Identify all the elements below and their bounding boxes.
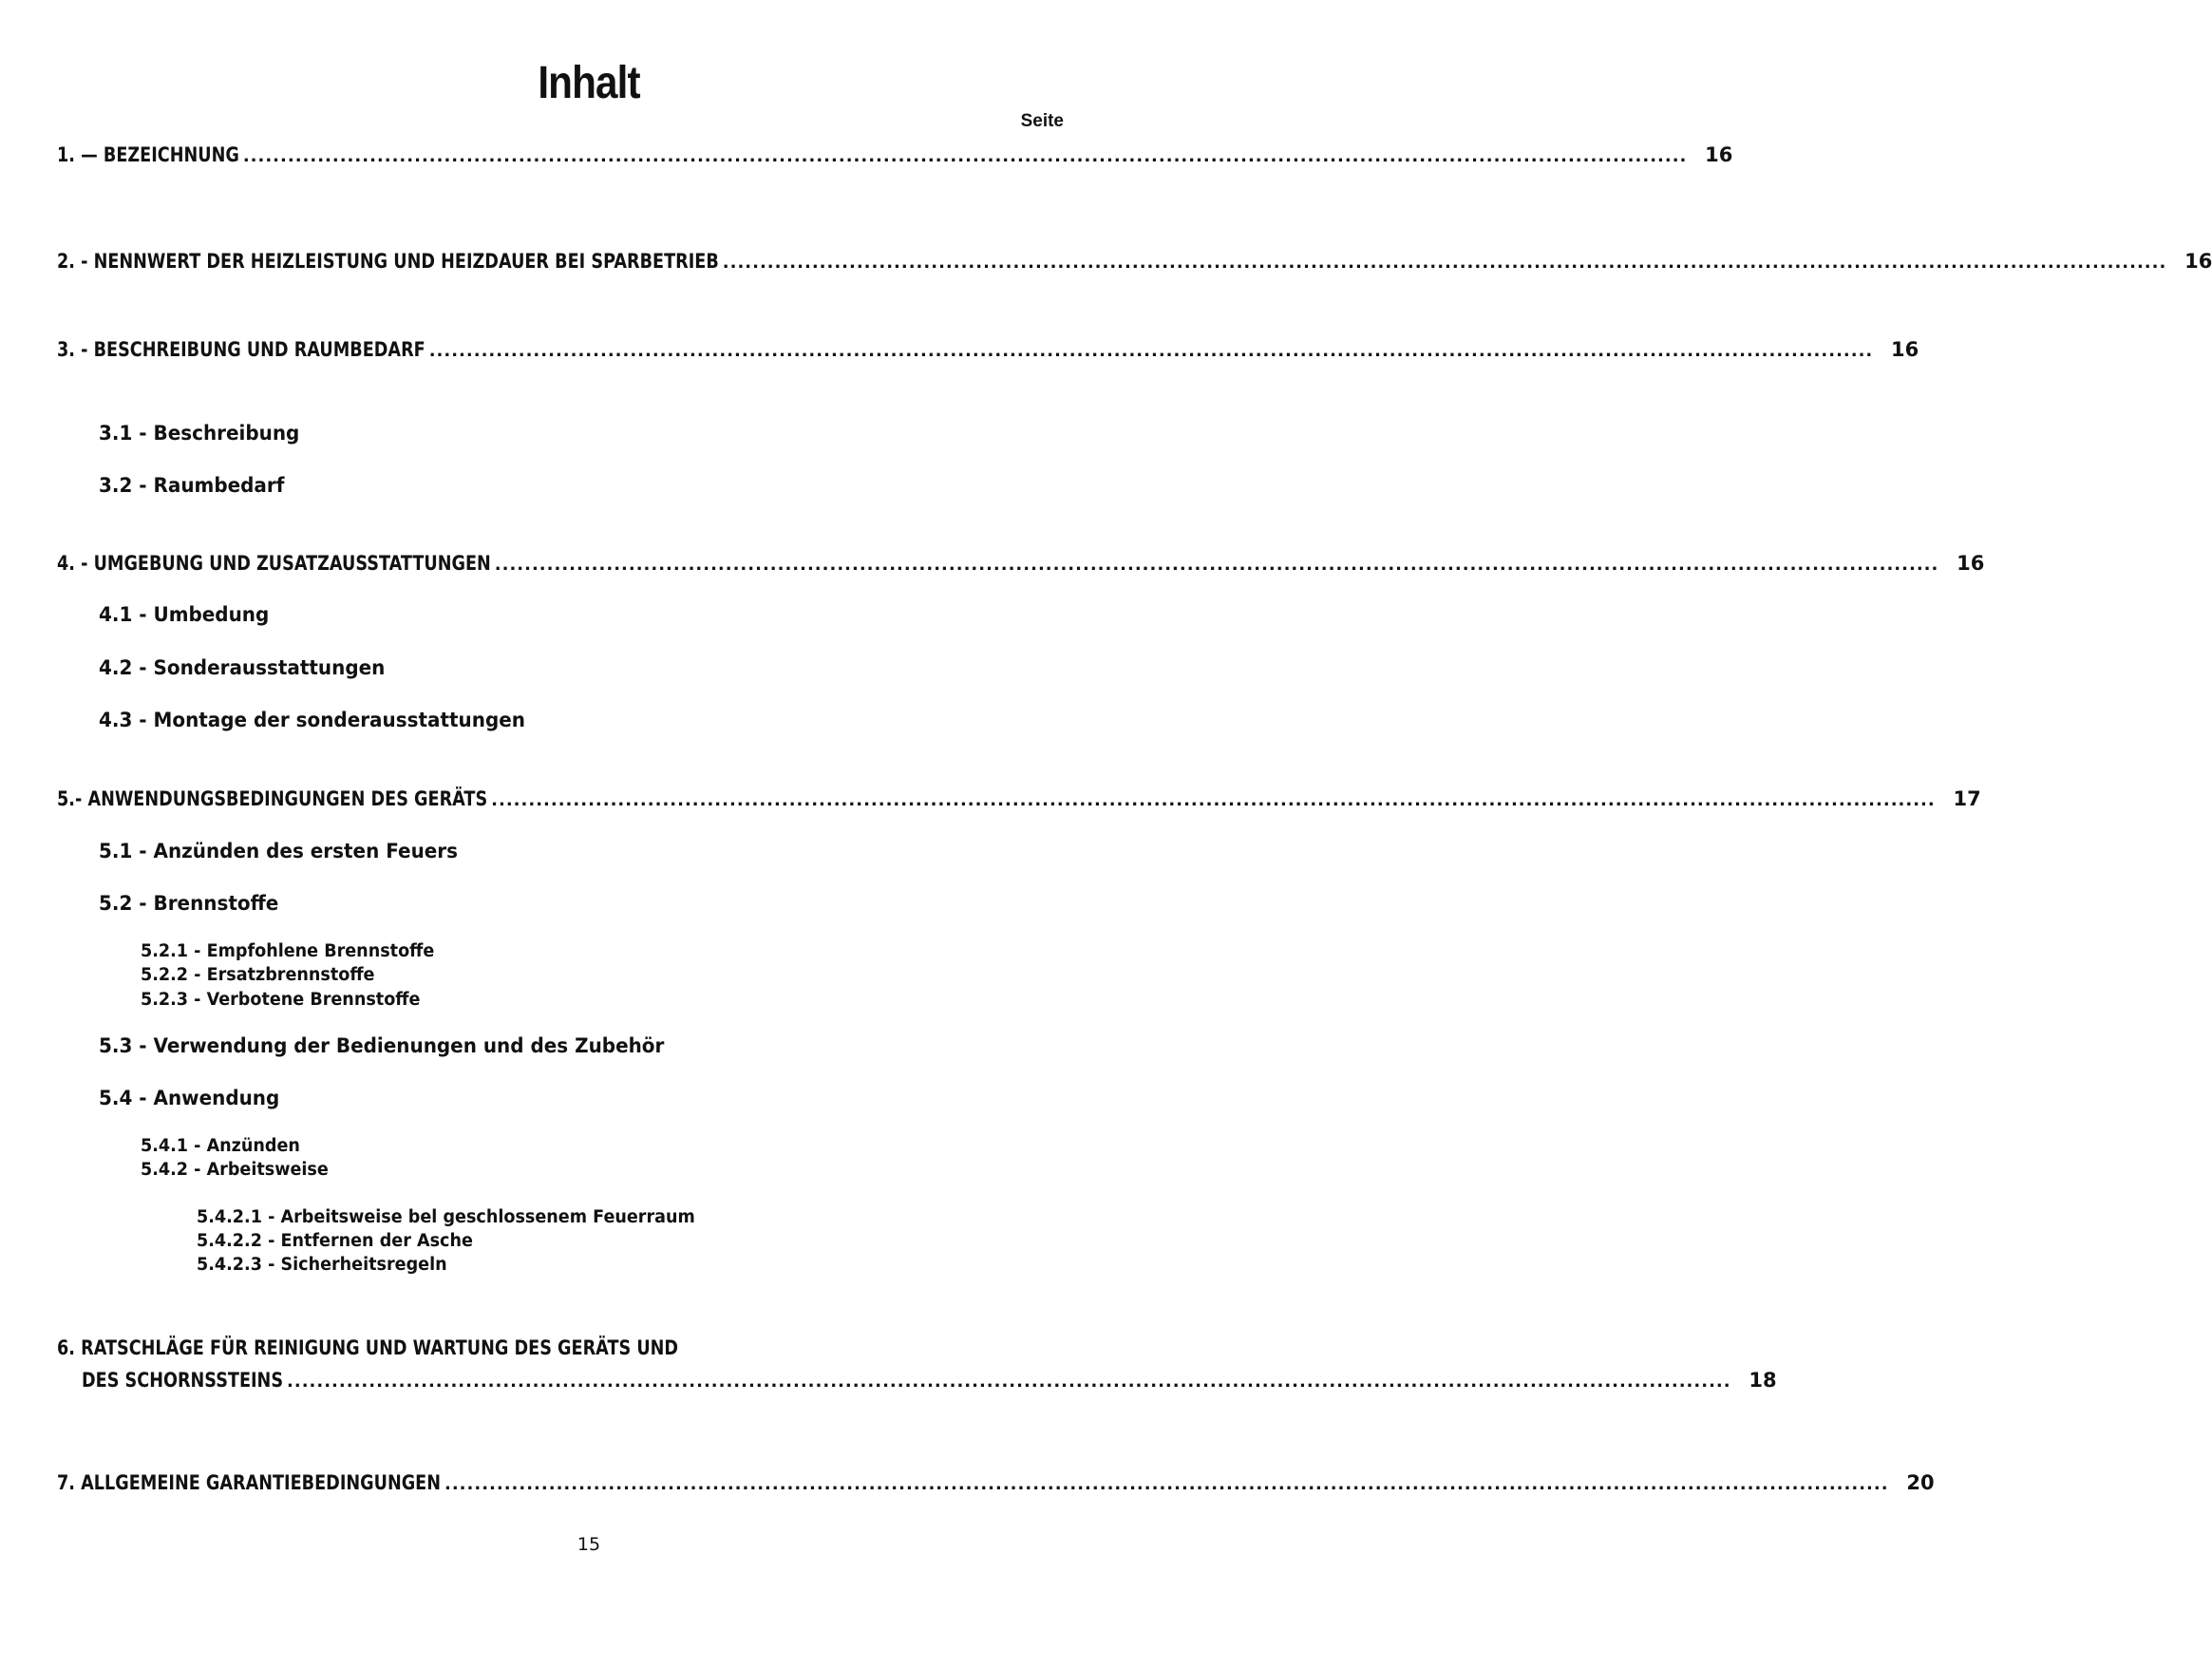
- toc-entry-5-2-2: 5.2.2 - Ersatzbrennstoffe: [141, 965, 375, 985]
- leader-dots: ..................................................................................................................................................................................................: [287, 1372, 1731, 1392]
- page-column-header: Seite: [1020, 111, 1064, 131]
- leader-dots: ..................................................................................................................................................................................................: [444, 1474, 1889, 1494]
- toc-entry-label: 5.- ANWENDUNGSBEDINGUNGEN DES GERÄTS: [57, 787, 488, 810]
- toc-entry-page: 16: [2184, 250, 2212, 273]
- toc-entry-7: [57, 1468, 1935, 1497]
- toc-entry-label: 4. - UMGEBUNG UND ZUSATZAUSSTATTUNGEN: [57, 552, 491, 575]
- toc-entry-3-2: 3.2 - Raumbedarf: [99, 474, 285, 497]
- toc-entry-4: [57, 549, 1985, 578]
- toc-entry-page: 16: [1705, 143, 1733, 166]
- toc-entry-5-3: 5.3 - Verwendung der Bedienungen und des Zubehör: [99, 1034, 665, 1057]
- leader-dots: ..................................................................................................................................................................................................: [722, 253, 2167, 273]
- toc-entry-page: 17: [1953, 787, 1981, 810]
- toc-entry-5: [57, 785, 1981, 813]
- toc-entry-5-2-3: 5.2.3 - Verbotene Brennstoffe: [141, 990, 421, 1010]
- leader-dots: ..................................................................................................................................................................................................: [428, 341, 1874, 361]
- toc-entry-5-4-2-1: 5.4.2.1 - Arbeitsweise bel geschlossenem Feuerraum: [197, 1207, 695, 1227]
- toc-entry-5-1: 5.1 - Anzünden des ersten Feuers: [99, 840, 459, 862]
- toc-entry-page: 20: [1906, 1471, 1935, 1494]
- toc-entry-5-2-1: 5.2.1 - Empfohlene Brennstoffe: [141, 941, 435, 961]
- page-title: Inhalt: [538, 58, 640, 108]
- toc-entry-label: 7. ALLGEMEINE GARANTIEBEDINGUNGEN: [57, 1471, 442, 1494]
- toc-entry-5-4-2-3: 5.4.2.3 - Sicherheitsregeln: [197, 1255, 447, 1275]
- toc-entry-page: 18: [1749, 1369, 1777, 1392]
- footer-page-number: 15: [577, 1534, 601, 1555]
- toc-entry-6: [82, 1366, 1777, 1394]
- toc-entry-label: DES SCHORNSSTEINS: [82, 1369, 284, 1392]
- toc-entry-1: [57, 141, 1733, 169]
- toc-entry-page: 16: [1957, 552, 1985, 575]
- toc-entry-3: [57, 335, 1919, 364]
- toc-entry-3-1: 3.1 - Beschreibung: [99, 422, 300, 445]
- toc-entry-label: 2. - NENNWERT DER HEIZLEISTUNG UND HEIZDAUER BEI SPARBETRIEB: [57, 250, 719, 273]
- toc-entry-5-4-1: 5.4.1 - Anzünden: [141, 1136, 300, 1156]
- toc-entry-page: 16: [1891, 338, 1919, 361]
- toc-entry-label: 1. — BEZEICHNUNG: [57, 143, 239, 166]
- toc-entry-5-4: 5.4 - Anwendung: [99, 1087, 280, 1109]
- toc-entry-5-4-2-2: 5.4.2.2 - Entfernen der Asche: [197, 1231, 473, 1251]
- toc-entry-4-1: 4.1 - Umbedung: [99, 603, 270, 626]
- toc-entry-4-3: 4.3 - Montage der sonderausstattungen: [99, 709, 525, 731]
- toc-entry-5-4-2: 5.4.2 - Arbeitsweise: [141, 1160, 329, 1180]
- leader-dots: ..................................................................................................................................................................................................: [494, 555, 1939, 575]
- toc-entry-4-2: 4.2 - Sonderausstattungen: [99, 656, 386, 679]
- toc-entry-6-heading: 6. RATSCHLÄGE FÜR REINIGUNG UND WARTUNG DES GERÄTS UND: [57, 1336, 679, 1359]
- toc-entry-label: 3. - BESCHREIBUNG UND RAUMBEDARF: [57, 338, 425, 361]
- toc-entry-5-2: 5.2 - Brennstoffe: [99, 892, 279, 915]
- leader-dots: ..................................................................................................................................................................................................: [242, 146, 1688, 166]
- toc-entry-2: [57, 247, 2212, 275]
- leader-dots: ..................................................................................................................................................................................................: [491, 790, 1936, 810]
